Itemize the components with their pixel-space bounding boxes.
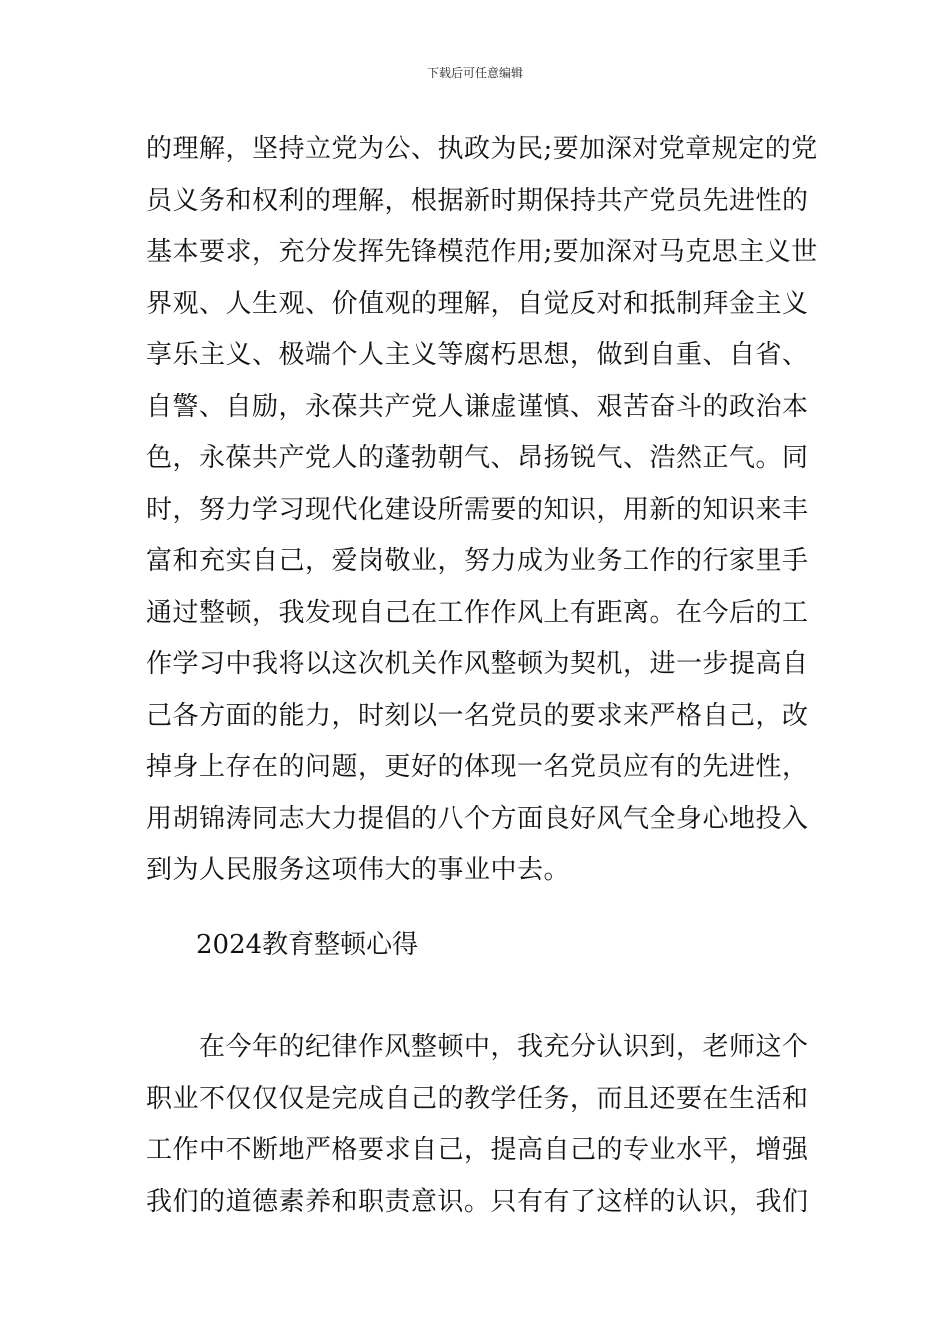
section-title: 2024教育整顿心得 bbox=[196, 930, 419, 960]
paragraph-2 bbox=[146, 1022, 809, 1228]
paragraph-line: 掉身上存在的问题，更好的体现一名党员应有的先进性， bbox=[146, 752, 809, 782]
paragraph-line: 通过整顿，我发现自己在工作作风上有距离。在今后的工 bbox=[146, 597, 809, 628]
paragraph-line: 时，努力学习现代化建设所需要的知识，用新的知识来丰 bbox=[146, 494, 809, 525]
paragraph-line: 己各方面的能力，时刻以一名党员的要求来严格自己，改 bbox=[146, 700, 809, 731]
paragraph-line: 用胡锦涛同志大力提倡的八个方面良好风气全身心地投入 bbox=[146, 803, 809, 834]
paragraph-line: 自警、自励，永葆共产党人谦虚谨慎、艰苦奋斗的政治本 bbox=[146, 391, 809, 422]
paragraph-line: 富和充实自己，爱岗敬业，努力成为业务工作的行家里手 bbox=[146, 546, 809, 576]
paragraph-line: 基本要求，充分发挥先锋模范作用;要加深对马克思主义世 bbox=[146, 237, 818, 267]
paragraph-1 bbox=[146, 124, 818, 897]
paragraph-line: 享乐主义、极端个人主义等腐朽思想，做到自重、自省、 bbox=[146, 340, 809, 370]
paragraph-line: 到为人民服务这项伟大的事业中去。 bbox=[146, 855, 571, 885]
paragraph-line: 职业不仅仅仅是完成自己的教学任务，而且还要在生活和 bbox=[146, 1083, 809, 1114]
paragraph-line: 色，永葆共产党人的蓬勃朝气、昂扬锐气、浩然正气。同 bbox=[146, 443, 809, 473]
paragraph-line: 作学习中我将以这次机关作风整顿为契机，进一步提高自 bbox=[146, 649, 809, 679]
paragraph-line: 我们的道德素养和职责意识。只有有了这样的认识，我们 bbox=[146, 1186, 809, 1217]
paragraph-line: 在今年的纪律作风整顿中，我充分认识到，老师这个 bbox=[146, 1032, 809, 1062]
paragraph-line: 工作中不断地严格要求自己，提高自己的专业水平，增强 bbox=[146, 1135, 809, 1165]
paragraph-line: 的理解，坚持立党为公、执政为民;要加深对党章规定的党 bbox=[146, 134, 818, 164]
paragraph-line: 界观、人生观、价值观的理解，自觉反对和抵制拜金主义 bbox=[146, 288, 809, 319]
paragraph-line: 员义务和权利的理解，根据新时期保持共产党员先进性的 bbox=[146, 185, 809, 216]
page-header-note: 下载后可任意编辑 bbox=[426, 66, 523, 80]
